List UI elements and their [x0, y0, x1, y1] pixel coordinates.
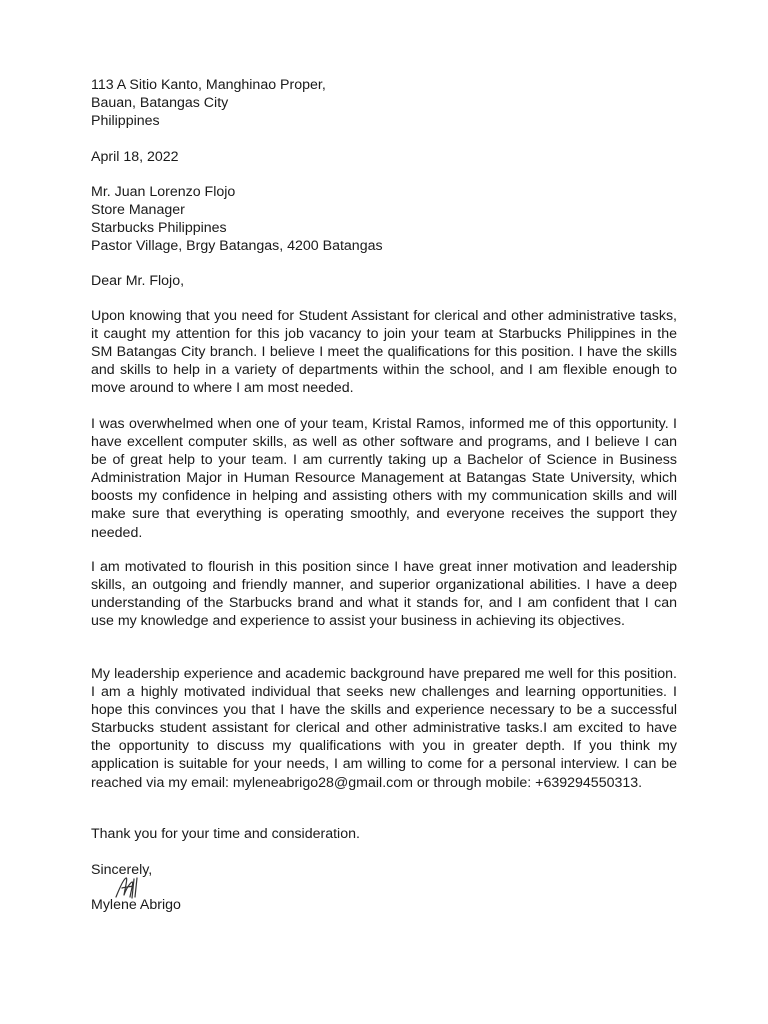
body-paragraph-2: I was overwhelmed when one of your team, Kristal Ramos, informed me of this opportunity. I have excellent computer skills, as well as other software and programs, and I believe I can be of great help to your team. I am currently taking up a Bachelor of Science in Business Administration Major in Human Resource Management at Batangas State University, which boosts my confidence in helping and assisting others with my communication skills and will make sure that everything is operating smoothly, and everyone receives the support they needed.	[91, 416, 677, 541]
recipient-title: Store Manager	[91, 202, 185, 218]
sender-country: Philippines	[91, 113, 160, 129]
recipient-company: Starbucks Philippines	[91, 220, 227, 236]
body-paragraph-5: Thank you for your time and consideration.	[91, 826, 360, 842]
sender-address-line2: Bauan, Batangas City	[91, 95, 229, 111]
salutation: Dear Mr. Flojo,	[91, 273, 185, 289]
recipient-name: Mr. Juan Lorenzo Flojo	[91, 184, 236, 200]
recipient-address: Pastor Village, Brgy Batangas, 4200 Batangas	[91, 238, 383, 254]
letter-date: April 18, 2022	[91, 149, 179, 165]
body-paragraph-4: My leadership experience and academic background have prepared me well for this position. I am a highly motivated individual that seeks new challenges and learning opportunities. I hope this convinces you that I have the skills and experience necessary to be a successful Starbucks student assistant for clerical and other administrative tasks.I am excited to have the opportunity to discuss my qualifications with you in greater depth. If you think my application is suitable for your needs, I am willing to come for a personal interview. I can be reached via my email: myleneabrigo28@gmail.com or through mobile: +639294550313.	[91, 666, 677, 791]
body-paragraph-1: Upon knowing that you need for Student Assistant for clerical and other administrative tasks, it caught my attention for this job vacancy to join your team at Starbucks Philippines in the SM Batangas City branch. I believe I meet the qualifications for this position. I have the skills and skills to help in a variety of departments within the school, and I am flexible enough to move around to where I am most needed.	[91, 308, 677, 397]
closing: Sincerely,	[91, 862, 153, 878]
sender-address-line1: 113 A Sitio Kanto, Manghinao Proper,	[91, 77, 326, 93]
body-paragraph-3: I am motivated to flourish in this position since I have great inner motivation and leadership skills, an outgoing and friendly manner, and superior organizational abilities. I have a deep understanding of the Starbucks brand and what it stands for, and I am confident that I can use my knowledge and experience to assist your business in achieving its objectives.	[91, 559, 677, 630]
signature-name: Mylene Abrigo	[91, 897, 181, 913]
